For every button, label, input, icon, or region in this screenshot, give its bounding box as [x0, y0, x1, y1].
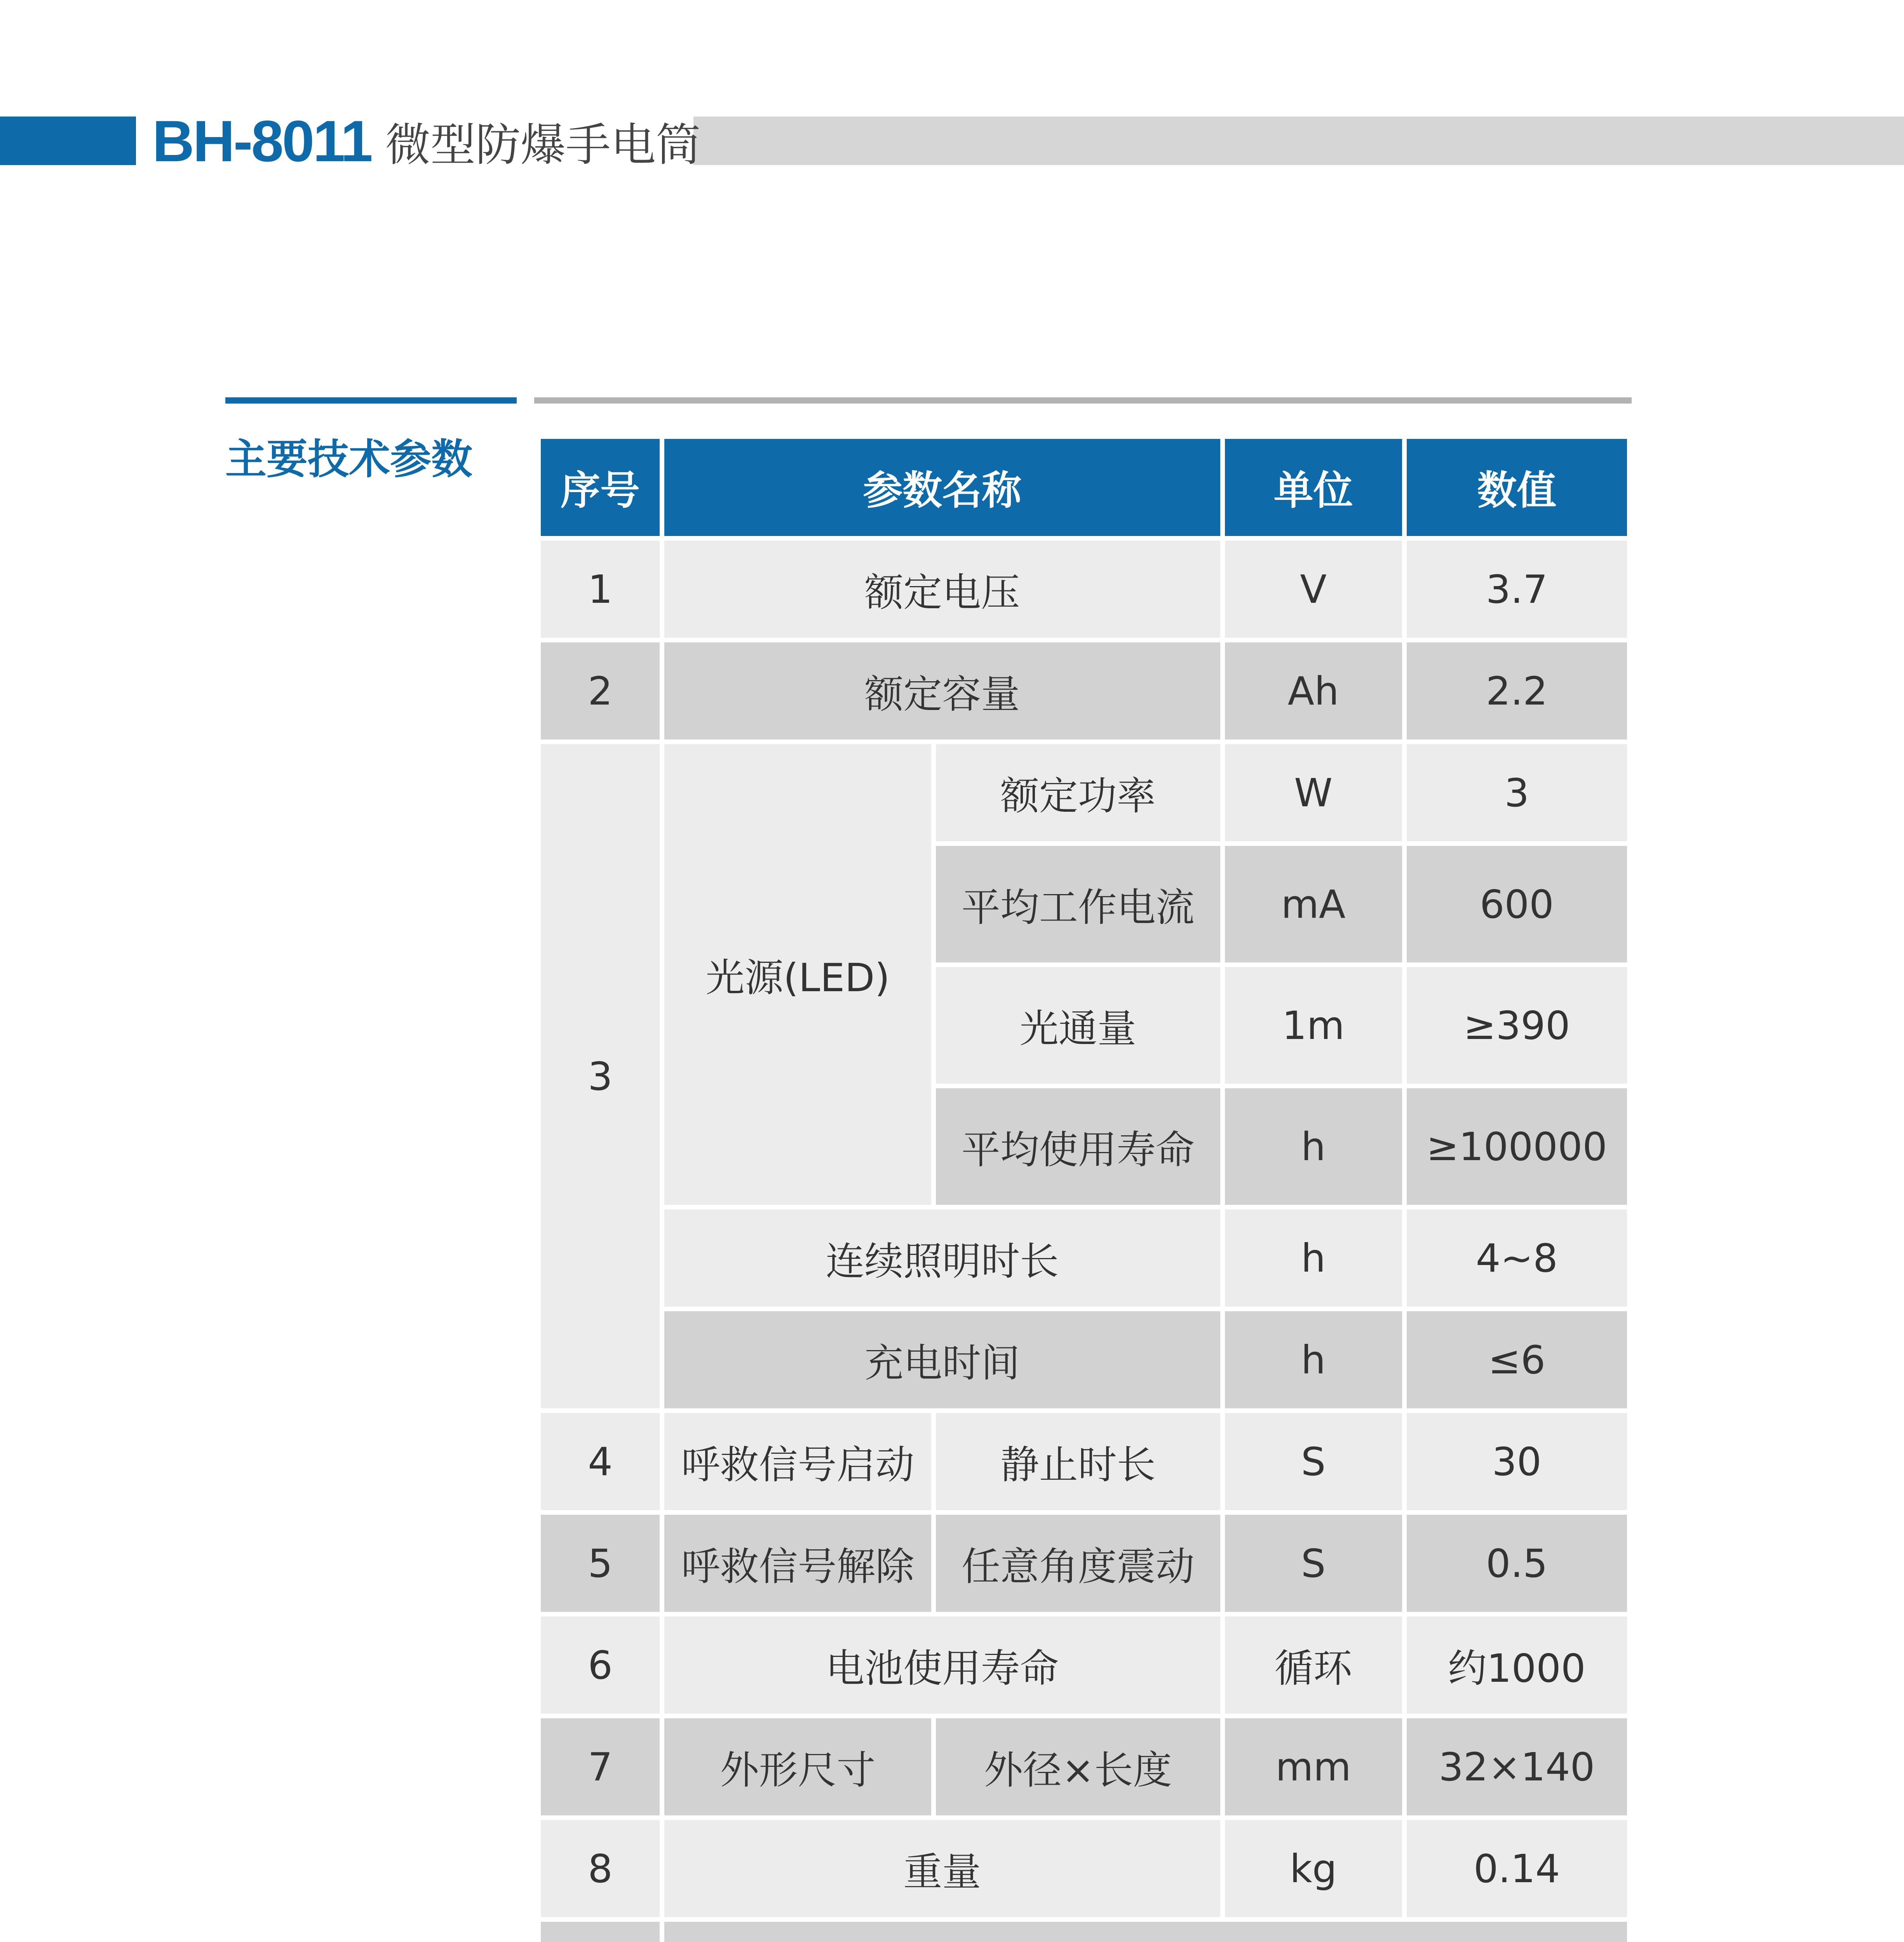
- param-name: 充电时间: [664, 1311, 1220, 1408]
- header-title: [152, 104, 701, 178]
- param-name: 呼救信号解除: [664, 1515, 931, 1612]
- param-unit: mA: [1225, 846, 1402, 962]
- spec-table: [536, 434, 1632, 1942]
- row-no: 3: [541, 744, 660, 1408]
- param-unit: h: [1225, 1209, 1402, 1307]
- param-value: ≥100000: [1407, 1088, 1627, 1205]
- param-group-name: 光源(LED): [664, 744, 931, 1205]
- param-name: 平均使用寿命: [936, 1088, 1220, 1205]
- table-row: [541, 1413, 1627, 1510]
- param-value: ≥390: [1407, 967, 1627, 1084]
- table-row: [541, 1209, 1627, 1307]
- param-unit: S: [1225, 1515, 1402, 1612]
- param-value: 约1000: [1407, 1617, 1627, 1714]
- param-value: 3.7: [1407, 541, 1627, 638]
- col-header-no: 序号: [541, 439, 660, 536]
- ex-marking: [664, 1922, 1627, 1942]
- section-divider-accent: [225, 397, 517, 404]
- param-value: 30: [1407, 1413, 1627, 1510]
- param-value: 0.14: [1407, 1820, 1627, 1917]
- row-no: 1: [541, 541, 660, 638]
- header-accent-bar: [0, 117, 136, 165]
- param-detail: 任意角度震动: [936, 1515, 1220, 1612]
- param-detail: 外径×长度: [936, 1718, 1220, 1815]
- param-name: 光通量: [936, 967, 1220, 1084]
- param-value: ≤6: [1407, 1311, 1627, 1408]
- param-unit: Ah: [1225, 642, 1402, 740]
- col-header-value: 数值: [1407, 439, 1627, 536]
- section-divider: [534, 397, 1632, 404]
- table-row: [541, 642, 1627, 740]
- param-unit: kg: [1225, 1820, 1402, 1917]
- table-row: [541, 1718, 1627, 1815]
- param-name: 连续照明时长: [664, 1209, 1220, 1307]
- param-name: 电池使用寿命: [664, 1617, 1220, 1714]
- param-value: 4~8: [1407, 1209, 1627, 1307]
- param-value: 3: [1407, 744, 1627, 841]
- table-row: [541, 1515, 1627, 1612]
- row-no: 2: [541, 642, 660, 740]
- param-unit: W: [1225, 744, 1402, 841]
- param-name: 额定容量: [664, 642, 1220, 740]
- param-name: 额定电压: [664, 541, 1220, 638]
- table-row: [541, 744, 1627, 841]
- table-header-row: [541, 439, 1627, 536]
- row-no: 4: [541, 1413, 660, 1510]
- param-value: 2.2: [1407, 642, 1627, 740]
- param-name: 平均工作电流: [936, 846, 1220, 962]
- row-no: 8: [541, 1820, 660, 1917]
- param-unit: h: [1225, 1311, 1402, 1408]
- param-name: 外形尺寸: [664, 1718, 931, 1815]
- section-title: 主要技术参数: [225, 435, 472, 483]
- header-gray-bar: [693, 117, 1904, 165]
- col-header-name: 参数名称: [664, 439, 1220, 536]
- param-name: 额定功率: [936, 744, 1220, 841]
- param-unit: h: [1225, 1088, 1402, 1205]
- param-name: 呼救信号启动: [664, 1413, 931, 1510]
- param-value: 32×140: [1407, 1718, 1627, 1815]
- row-no: 6: [541, 1617, 660, 1714]
- table-row: [541, 1311, 1627, 1408]
- param-unit: V: [1225, 541, 1402, 638]
- product-name: 微型防爆手电筒: [385, 118, 701, 171]
- param-unit: mm: [1225, 1718, 1402, 1815]
- row-no: 5: [541, 1515, 660, 1612]
- table-row: [541, 1922, 1627, 1942]
- table-row: [541, 1617, 1627, 1714]
- param-unit: 1m: [1225, 967, 1402, 1084]
- param-value: 0.5: [1407, 1515, 1627, 1612]
- row-no: 7: [541, 1718, 660, 1815]
- param-detail: 静止时长: [936, 1413, 1220, 1510]
- model-number: BH-8011: [152, 108, 372, 174]
- param-unit: S: [1225, 1413, 1402, 1510]
- param-name: 重量: [664, 1820, 1220, 1917]
- row-no: [541, 1922, 660, 1942]
- table-row: [541, 1820, 1627, 1917]
- param-unit: 循环: [1225, 1617, 1402, 1714]
- table-row: [541, 541, 1627, 638]
- col-header-unit: 单位: [1225, 439, 1402, 536]
- param-value: 600: [1407, 846, 1627, 962]
